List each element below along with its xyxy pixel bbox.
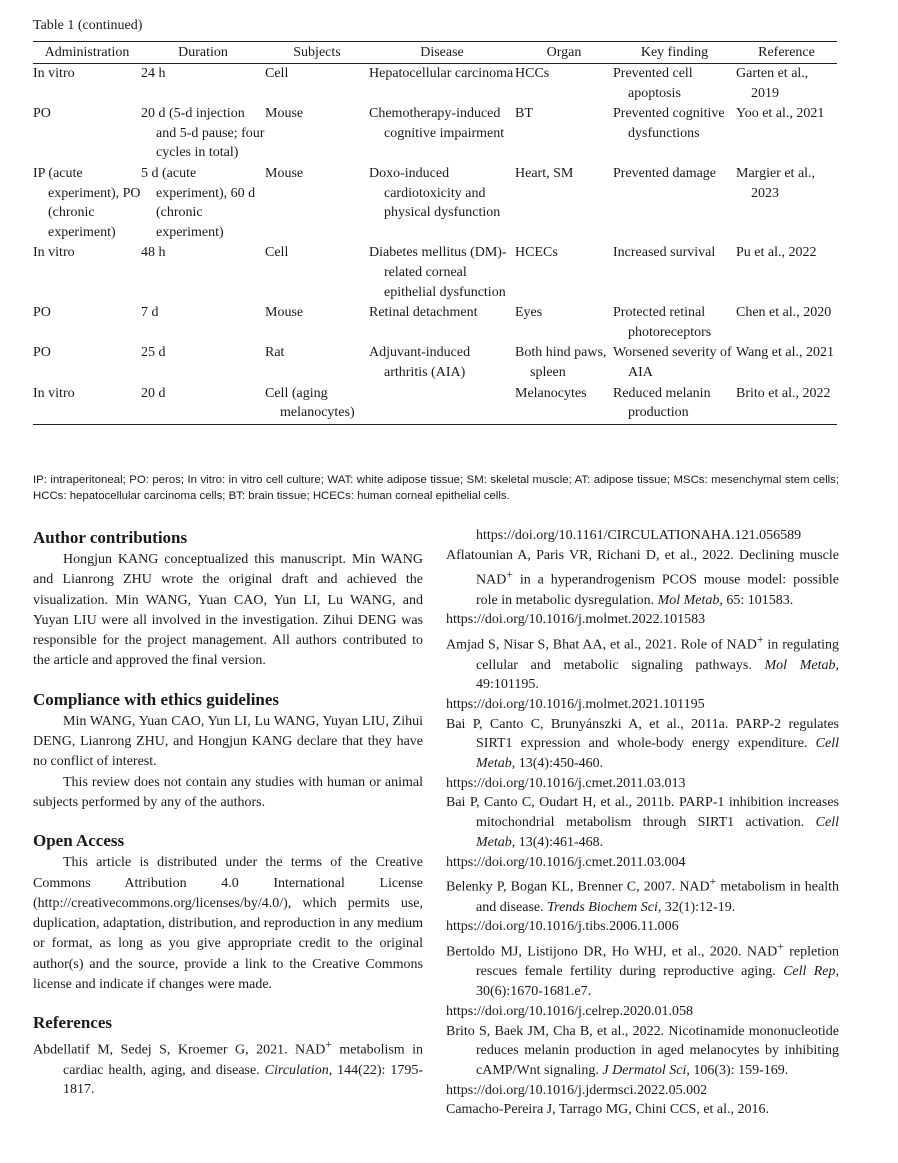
table-cell-duration: 20 d (5-d injection and 5-d pause; four cycles in total) [141, 106, 265, 161]
author-contributions-section [33, 526, 423, 672]
table-cell-subjects: Cell (aging melanocytes) [265, 385, 355, 421]
reference-doi-link[interactable]: https://doi.org/10.1016/j.jdermsci.2022.05.002 [446, 1082, 708, 1098]
column-header: Disease [420, 44, 464, 60]
column-header: Key finding [640, 44, 709, 60]
column-header: Organ [546, 44, 582, 60]
section-paragraph: Min WANG, Yuan CAO, Yun LI, Lu WANG, Yuyan LIU, Zihui DENG, Lianrong ZHU, and Hongjun KANG declare that they have no conflict of interest. [33, 713, 423, 770]
table-cell-reference: Yoo et al., 2021 [736, 106, 825, 122]
column-header: Subjects [293, 44, 341, 60]
table-cell-organ: HCCs [515, 66, 550, 81]
table-cell-reference: Pu et al., 2022 [736, 245, 817, 261]
section-heading: References [33, 1013, 112, 1033]
table-cell-subjects: Rat [265, 345, 285, 361]
table-cell-reference: Chen et al., 2020 [736, 305, 832, 321]
table-cell-reference: Garten et al., 2019 [736, 66, 809, 101]
section-paragraph: This article is distributed under the terms of the Creative Commons Attribution 4.0 International License (http://creativecommons.org/licenses/by/4.0/), which permits use, duplication, adaptation, distribution, and reproduction in any medium or format, as long as you give appropriate credit to the original author(s) and the source, provide a link to the Creative Commons license and indicate if changes were made. [33, 855, 423, 993]
table-cell-subjects: Cell [265, 245, 289, 261]
left-column [33, 526, 423, 1100]
section-paragraph: This review does not contain any studies with human or animal subjects performed by any of the authors. [33, 774, 423, 810]
right-column [446, 526, 839, 1120]
table-cell-duration: 20 d [141, 385, 166, 401]
reference-item: Belenky P, Bogan KL, Brenner C, 2007. NAD+ metabolism in health and disease. Trends Biochem Sci, 32(1):12-19. https://doi.org/10.1016/j.tibs.2006.11.006 [446, 872, 839, 937]
table-cell-administration: In vitro [33, 385, 75, 401]
table-cell-disease: Doxo-induced cardiotoxicity and physical dysfunction [369, 165, 501, 221]
reference-doi-link[interactable]: https://doi.org/10.1016/j.celrep.2020.01.058 [446, 1003, 694, 1019]
table-cell-administration: IP (acute experiment), PO (chronic experiment) [33, 165, 141, 240]
table-cell-disease: Adjuvant-induced arthritis (AIA) [369, 345, 471, 380]
table-cell-key-finding: Prevented damage [613, 165, 717, 181]
table-cell-disease: Chemotherapy-induced cognitive impairment [369, 106, 505, 141]
table-cell-administration: PO [33, 305, 51, 321]
table-cell-administration: PO [33, 345, 51, 361]
table-cell-disease: Retinal detachment [369, 305, 478, 321]
table-cell-subjects: Mouse [265, 305, 304, 321]
column-header: Reference [758, 44, 815, 60]
table-cell-key-finding: Worsened severity of AIA [613, 345, 732, 380]
reference-doi-link[interactable]: https://doi.org/10.1016/j.cmet.2011.03.013 [446, 775, 686, 791]
reference-doi-link[interactable]: https://doi.org/10.1161/CIRCULATIONAHA.121.056589 [476, 528, 802, 543]
table-row [33, 343, 837, 383]
column-header: Duration [178, 44, 228, 60]
reference-item: Bai P, Canto C, Brunyánszki A, et al., 2011a. PARP-2 regulates SIRT1 expression and whole-body energy expenditure. Cell Metab, 13(4):450-460. https://doi.org/10.1016/j.cmet.2011.03.013 [446, 715, 839, 794]
section-heading: Open Access [33, 831, 125, 851]
table-cell-organ: BT [515, 106, 533, 122]
table-cell-administration: In vitro [33, 245, 75, 261]
table-cell-administration: In vitro [33, 66, 75, 81]
table-cell-duration: 5 d (acute experiment), 60 d (chronic experiment) [141, 165, 256, 240]
reference-item: Amjad S, Nisar S, Bhat AA, et al., 2021. Role of NAD+ in regulating cellular and metabolic signaling pathways. Mol Metab, 49:101195. https://doi.org/10.1016/j.molmet.2021.101195 [446, 630, 839, 714]
table-cell-organ: Both hind paws, spleen [515, 345, 607, 380]
reference-doi-link[interactable]: https://doi.org/10.1016/j.tibs.2006.11.006 [446, 919, 679, 935]
table-cell-duration: 48 h [141, 245, 166, 261]
reference-doi-link[interactable]: https://doi.org/10.1016/j.molmet.2021.101195 [446, 696, 705, 712]
table-row [33, 64, 837, 105]
reference-item: Bai P, Canto C, Oudart H, et al., 2011b. PARP-1 inhibition increases mitochondrial metabolism through SIRT1 activation. Cell Metab, 13(4):461-468. https://doi.org/10.1016/j.cmet.2011.03.004 [446, 793, 839, 872]
reference-item: Bertoldo MJ, Listijono DR, Ho WHJ, et al., 2020. NAD+ repletion rescues female fertility during reproductive aging. Cell Rep, 30(6):1670-1681.e7. https://doi.org/10.1016/j.celrep.2020.01.058 [446, 937, 839, 1021]
table-cell-organ: Heart, SM [515, 165, 574, 181]
table-cell-key-finding: Prevented cognitive dysfunctions [613, 106, 725, 141]
table-cell-key-finding: Reduced melanin production [613, 385, 711, 421]
table-cell-organ: Eyes [515, 305, 543, 321]
reference-doi-link[interactable]: https://doi.org/10.1016/j.molmet.2022.101583 [446, 612, 706, 628]
table-header-row [33, 42, 837, 64]
table-cell-disease [369, 384, 515, 425]
table-cell-disease: Hepatocellular carcinoma [369, 66, 514, 81]
table-cell-subjects: Mouse [265, 165, 304, 181]
table-cell-subjects: Mouse [265, 106, 304, 122]
table-cell-duration: 24 h [141, 66, 166, 81]
data-table [33, 41, 837, 425]
reference-item: Brito S, Baek JM, Cha B, et al., 2022. Nicotinamide mononucleotide reduces melanin production in aged melanocytes by inhibiting cAMP/Wnt signaling. J Dermatol Sci, 106(3): 159-169. https://doi.org/10.1016/j.jdermsci.2022.05.002 [446, 1022, 839, 1101]
table-cell-reference: Wang et al., 2021 [736, 345, 835, 361]
section-heading: Compliance with ethics guidelines [33, 689, 280, 709]
table-cell-reference: Margier et al., 2023 [736, 165, 816, 201]
table-cell-administration: PO [33, 106, 51, 122]
reference-doi-link[interactable]: https://doi.org/10.1016/j.cmet.2011.03.004 [446, 854, 686, 870]
references-section [33, 1011, 423, 1100]
table-cell-organ: Melanocytes [515, 385, 587, 401]
table-cell-key-finding: Protected retinal photoreceptors [613, 305, 712, 340]
table-row [33, 243, 837, 303]
section-heading: Author contributions [33, 528, 188, 547]
table-cell-disease: Diabetes mellitus (DM)-related corneal epithelial dysfunction [369, 245, 507, 300]
table-row [33, 303, 837, 343]
column-header: Administration [44, 44, 130, 60]
table-cell-subjects: Cell [265, 66, 289, 81]
table-row [33, 164, 837, 243]
table-cell-key-finding: Increased survival [613, 245, 716, 261]
table-cell-key-finding: Prevented cell apoptosis [613, 66, 693, 101]
table-cell-organ: HCECs [515, 245, 558, 261]
reference-item: Abdellatif M, Sedej S, Kroemer G, 2021. NAD+ metabolism in cardiac health, aging, and disease. Circulation, 144(22): 1795-1817. [33, 1038, 424, 1098]
table-footnote: IP: intraperitoneal; PO: peros; In vitro: in vitro cell culture; WAT: white adipose tissue; SM: skeletal muscle; AT: adipose tissue; MSCs: mesenchymal stem cells; HCCs: hepatocellular carcinoma cells; BT: brain tissue; HCECs: human corneal epithelial cells. [33, 474, 839, 502]
table-cell-duration: 25 d [141, 345, 166, 361]
table-caption: Table 1 (continued) [33, 18, 143, 33]
reference-item: Aflatounian A, Paris VR, Richani D, et al., 2022. Declining muscle NAD+ in a hyperandrogenism PCOS mouse model: possible role in metabolic dysregulation. Mol Metab, 65: 101583. https://doi.org/10.1016/j.molmet.2022.101583 [446, 546, 839, 630]
table-cell-reference: Brito et al., 2022 [736, 385, 831, 401]
ethics-section [33, 688, 423, 813]
section-paragraph: Hongjun KANG conceptualized this manuscript. Min WANG and Lianrong ZHU wrote the original draft and achieved the visualization. Min WANG, Yuan CAO, Yun LI, Lu WANG, and Yuyan LIU were all involved in the investigation. Zihui DENG was responsible for the project management. All authors contributed to the article and approved the final version. [33, 552, 423, 669]
table-row [33, 384, 837, 425]
table-cell-duration: 7 d [141, 305, 159, 321]
open-access-section [33, 829, 423, 995]
reference-item: Camacho-Pereira J, Tarrago MG, Chini CCS, et al., 2016. [446, 1102, 770, 1118]
table-row [33, 104, 837, 164]
